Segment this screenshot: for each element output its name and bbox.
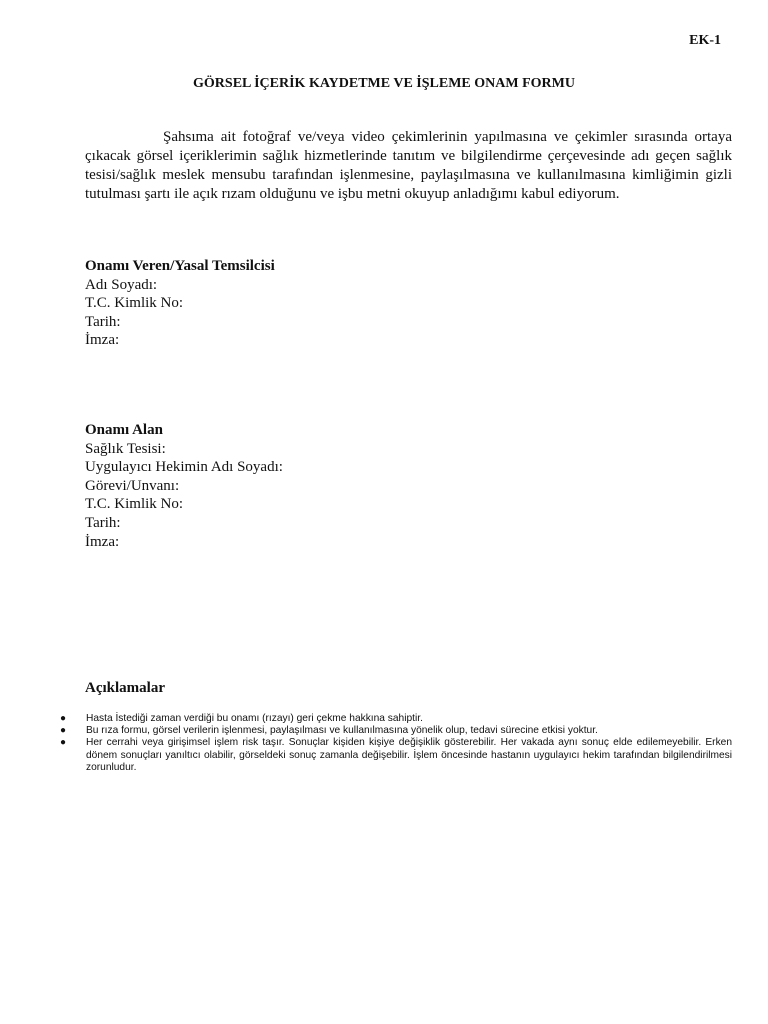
bullet-icon: ● (60, 725, 67, 737)
explanations-list (60, 713, 732, 774)
consent-taker-heading: Onamı Alan (85, 422, 163, 438)
consent-taker-block (85, 421, 283, 551)
consent-giver-date-field: Tarih: (85, 313, 121, 330)
consent-taker-physician-field: Uygulayıcı Hekimin Adı Soyadı: (85, 459, 283, 476)
consent-taker-id-field: T.C. Kimlik No: (85, 496, 184, 513)
consent-taker-title-field: Görevi/Unvanı: (85, 477, 180, 494)
page-code: EK-1 (689, 33, 721, 48)
consent-paragraph: Şahsıma ait fotoğraf ve/veya video çekimlerinin yapılmasına ve çekimler sırasında ortaya çıkacak görsel içeriklerimin sağlık hizmetlerinde tanıtım ve bilgilendirme çerçevesinde adı geçen sağlık tesisi/sağlık meslek mensubu tarafından işlenmesine, paylaşılmasına ve kullanılmasına kimliğimin gizli tutulması şartı ile açık rızam olduğunu ve işbu metni okuyup anladığımı kabul ediyorum. (85, 129, 732, 202)
page-title: GÖRSEL İÇERİK KAYDETME VE İŞLEME ONAM FORMU (193, 76, 575, 91)
consent-giver-id-field: T.C. Kimlik No: (85, 295, 184, 312)
consent-giver-heading: Onamı Veren/Yasal Temsilcisi (85, 258, 275, 274)
consent-taker-signature-field: İmza: (85, 533, 120, 550)
list-item (60, 737, 732, 774)
consent-taker-date-field: Tarih: (85, 514, 121, 531)
consent-giver-signature-field: İmza: (85, 332, 120, 349)
list-item (60, 713, 732, 725)
bullet-icon: ● (60, 737, 67, 749)
bullet-icon: ● (60, 713, 67, 724)
consent-giver-name-field: Adı Soyadı: (85, 276, 158, 293)
list-item (60, 725, 732, 737)
consent-taker-facility-field: Sağlık Tesisi: (85, 440, 166, 457)
explanation-text: Bu rıza formu, görsel verilerin işlenmesi, paylaşılması ve kullanılmasına yönelik olup, tedavi sürecine etkisi yoktur. (86, 725, 598, 737)
explanation-text: Hasta İstediği zaman verdiği bu onamı (rızayı) geri çekme hakkına sahiptir. (86, 713, 423, 724)
explanation-text: Her cerrahi veya girişimsel işlem risk taşır. Sonuçlar kişiden kişiye değişiklik gösterebilir. Her vakada aynı sonuç elde edilemeyebilir. Erken dönem sonuçları yanıltıcı olabilir, görseldeki sonuç zamanla değişebilir. İşlem öncesinde hastanın uygulayıcı hekim tarafından bilgilendirilmesi zorunludur. (86, 737, 732, 773)
consent-giver-block (85, 257, 275, 350)
explanations-heading: Açıklamalar (85, 680, 165, 696)
